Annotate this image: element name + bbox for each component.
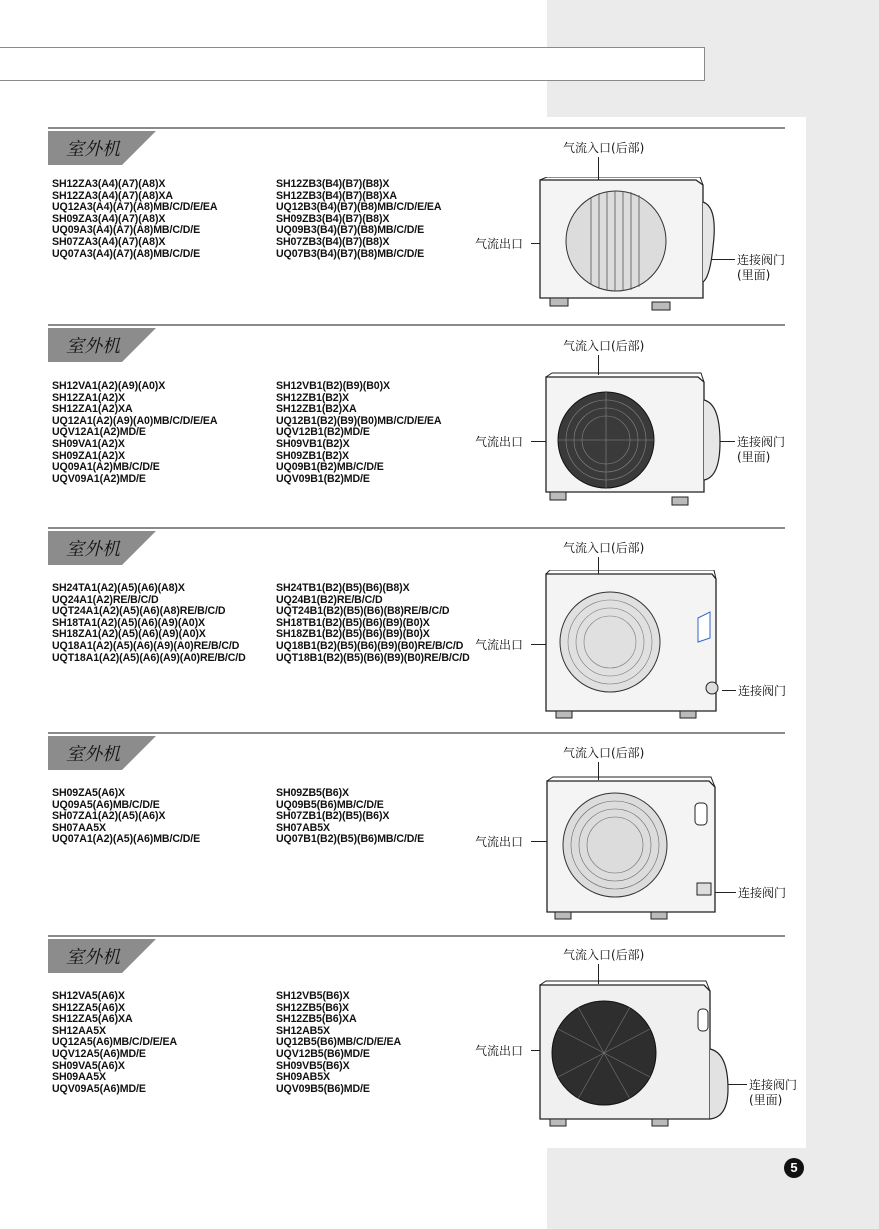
model-item: SH09ZB1(B2)X <box>276 449 349 462</box>
model-item: UQV12B1(B2)MD/E <box>276 426 370 439</box>
air-inlet-label: 气流入口(后部) <box>563 948 645 962</box>
model-item: SH12VB1(B2)(B9)(B0)X <box>276 380 390 392</box>
model-item: SH12VB5(B6)X <box>276 990 350 1002</box>
model-item: SH07ZB3(B4)(B7)(B8)X <box>276 235 390 248</box>
model-list-right <box>276 583 470 664</box>
section-divider <box>48 127 785 129</box>
model-item: SH12ZA3(A4)(A7)(A8)X <box>52 178 166 190</box>
model-item: SH12ZB1(B2)X <box>276 391 349 404</box>
model-item: UQ09A5(A6)MB/C/D/E <box>52 798 160 811</box>
model-item: UQ09B3(B4)(B7)(B8)MB/C/D/E <box>276 224 425 237</box>
model-item: UQ09B1(B2)MB/C/D/E <box>276 461 384 474</box>
model-item: SH12ZB1(B2)XA <box>276 403 357 416</box>
model-item: SH09AA5X <box>52 1071 106 1084</box>
model-item: SH07ZB1(B2)(B5)(B6)X <box>276 810 390 823</box>
model-item: UQ07A1(A2)(A5)(A6)MB/C/D/E <box>52 833 201 846</box>
model-item: SH12ZA1(A2)XA <box>52 403 133 416</box>
model-item: UQ07B1(B2)(B5)(B6)MB/C/D/E <box>276 833 425 846</box>
model-item: UQ09A3(A4)(A7)(A8)MB/C/D/E <box>52 224 201 237</box>
model-item: SH09VB1(B2)X <box>276 437 350 450</box>
model-item: SH12AA5X <box>52 1024 106 1037</box>
model-item: UQ18B1(B2)(B5)(B6)(B9)(B0)RE/B/C/D <box>276 639 464 652</box>
outdoor-unit-illustration <box>538 979 733 1129</box>
model-item: UQ12A5(A6)MB/C/D/E/EA <box>52 1036 178 1049</box>
model-item: SH12VA1(A2)(A9)(A0)X <box>52 380 166 392</box>
outdoor-unit-illustration <box>528 177 723 317</box>
model-list-right <box>276 788 424 846</box>
model-item: UQV09A5(A6)MD/E <box>52 1082 146 1095</box>
model-item: UQT24A1(A2)(A5)(A6)(A8)RE/B/C/D <box>52 605 226 618</box>
model-item: SH09AB5X <box>276 1071 330 1084</box>
model-list-right <box>276 179 441 260</box>
model-item: UQV09A1(A2)MD/E <box>52 472 146 485</box>
model-item: SH12VA5(A6)X <box>52 990 125 1002</box>
model-list-left <box>52 583 246 664</box>
model-item: SH12AB5X <box>276 1024 330 1037</box>
model-item: SH07AB5X <box>276 821 330 834</box>
model-item: SH07AA5X <box>52 821 106 834</box>
section-tag <box>48 734 158 770</box>
model-item: SH24TB1(B2)(B5)(B6)(B8)X <box>276 582 410 594</box>
section-tag <box>48 937 158 973</box>
model-list-left <box>52 991 177 1095</box>
valve-label: 连接阀门 <box>738 684 787 698</box>
model-item: UQ12A3(A4)(A7)(A8)MB/C/D/E/EA <box>52 201 218 214</box>
model-item: SH12ZB3(B4)(B7)(B8)XA <box>276 189 397 202</box>
section-tag-label: 室外机 <box>66 539 120 560</box>
page-margin-shade-bottom <box>547 1148 879 1229</box>
model-item: SH09ZB3(B4)(B7)(B8)X <box>276 212 390 225</box>
model-item: UQ12B1(B2)(B9)(B0)MB/C/D/E/EA <box>276 414 442 427</box>
model-item: SH07ZA3(A4)(A7)(A8)X <box>52 235 166 248</box>
model-item: SH12ZA1(A2)X <box>52 391 125 404</box>
section-divider <box>48 527 785 529</box>
valve-label: 连接阀门 <box>738 886 787 900</box>
model-list-left <box>52 179 217 260</box>
model-item: SH09ZA5(A6)X <box>52 787 125 799</box>
model-item: SH09VB5(B6)X <box>276 1059 350 1072</box>
section-tag <box>48 326 158 362</box>
air-inlet-label: 气流入口(后部) <box>563 746 645 760</box>
air-inlet-label: 气流入口(后部) <box>563 141 645 155</box>
valve-note-label: (里面) <box>737 450 771 464</box>
outdoor-unit-illustration <box>539 775 724 925</box>
model-item: UQV12A1(A2)MD/E <box>52 426 146 439</box>
model-item: SH12ZA5(A6)XA <box>52 1013 133 1026</box>
valve-label: 连接阀门 <box>737 435 786 449</box>
model-item: SH18TB1(B2)(B5)(B6)(B9)(B0)X <box>276 616 430 629</box>
model-item: UQV09B1(B2)MD/E <box>276 472 370 485</box>
model-item: UQV12A5(A6)MD/E <box>52 1047 146 1060</box>
model-item: SH12ZA5(A6)X <box>52 1001 125 1014</box>
valve-label: 连接阀门 <box>737 253 786 267</box>
model-item: UQT18B1(B2)(B5)(B6)(B9)(B0)RE/B/C/D <box>276 651 470 664</box>
air-outlet-label: 气流出口 <box>475 835 524 849</box>
model-list-left <box>52 788 200 846</box>
section-tag-label: 室外机 <box>66 744 120 765</box>
section-tag-label: 室外机 <box>66 139 120 160</box>
air-inlet-label: 气流入口(后部) <box>563 339 645 353</box>
model-list-right <box>276 381 441 485</box>
section-divider <box>48 732 785 734</box>
model-item: UQ24A1(A2)RE/B/C/D <box>52 593 159 606</box>
section-tag <box>48 529 158 565</box>
model-item: UQ09B5(B6)MB/C/D/E <box>276 798 384 811</box>
page-number: 5 <box>784 1158 804 1178</box>
section-tag <box>48 129 158 165</box>
model-item: SH12ZA3(A4)(A7)(A8)XA <box>52 189 173 202</box>
model-item: SH09VA1(A2)X <box>52 437 125 450</box>
model-item: UQ07B3(B4)(B7)(B8)MB/C/D/E <box>276 247 425 260</box>
outdoor-unit-illustration <box>540 570 725 720</box>
model-item: SH24TA1(A2)(A5)(A6)(A8)X <box>52 582 185 594</box>
model-item: SH18TA1(A2)(A5)(A6)(A9)(A0)X <box>52 616 205 629</box>
model-item: SH07ZA1(A2)(A5)(A6)X <box>52 810 166 823</box>
section-divider <box>48 935 785 937</box>
model-item: SH09ZA1(A2)X <box>52 449 125 462</box>
model-item: UQ24B1(B2)RE/B/C/D <box>276 593 383 606</box>
model-item: UQ12B5(B6)MB/C/D/E/EA <box>276 1036 402 1049</box>
model-item: SH09VA5(A6)X <box>52 1059 125 1072</box>
air-outlet-label: 气流出口 <box>475 435 524 449</box>
valve-label: 连接阀门 <box>749 1078 798 1092</box>
section-tag-label: 室外机 <box>66 947 120 968</box>
header-bar <box>0 47 705 81</box>
valve-note-label: (里面) <box>749 1093 783 1107</box>
model-item: UQV12B5(B6)MD/E <box>276 1047 370 1060</box>
model-list-left <box>52 381 217 485</box>
section-divider <box>48 324 785 326</box>
page-margin-shade-right <box>806 117 879 1229</box>
section-tag-label: 室外机 <box>66 336 120 357</box>
model-item: UQT18A1(A2)(A5)(A6)(A9)(A0)RE/B/C/D <box>52 651 246 664</box>
air-outlet-label: 气流出口 <box>475 1044 524 1058</box>
model-item: SH18ZA1(A2)(A5)(A6)(A9)(A0)X <box>52 628 206 641</box>
model-item: UQ09A1(A2)MB/C/D/E <box>52 461 160 474</box>
model-item: UQT24B1(B2)(B5)(B6)(B8)RE/B/C/D <box>276 605 450 618</box>
valve-note-label: (里面) <box>737 268 771 282</box>
model-list-right <box>276 991 401 1095</box>
model-item: SH12ZB3(B4)(B7)(B8)X <box>276 178 390 190</box>
air-outlet-label: 气流出口 <box>475 638 524 652</box>
model-item: SH09ZA3(A4)(A7)(A8)X <box>52 212 166 225</box>
air-inlet-label: 气流入口(后部) <box>563 541 645 555</box>
model-item: SH12ZB5(B6)XA <box>276 1013 357 1026</box>
model-item: SH09ZB5(B6)X <box>276 787 349 799</box>
model-item: UQ07A3(A4)(A7)(A8)MB/C/D/E <box>52 247 201 260</box>
outdoor-unit-illustration <box>538 372 723 517</box>
model-item: UQ12A1(A2)(A9)(A0)MB/C/D/E/EA <box>52 414 218 427</box>
model-item: UQ18A1(A2)(A5)(A6)(A9)(A0)RE/B/C/D <box>52 639 240 652</box>
model-item: SH12ZB5(B6)X <box>276 1001 349 1014</box>
air-outlet-label: 气流出口 <box>475 237 524 251</box>
model-item: SH18ZB1(B2)(B5)(B6)(B9)(B0)X <box>276 628 430 641</box>
model-item: UQV09B5(B6)MD/E <box>276 1082 370 1095</box>
model-item: UQ12B3(B4)(B7)(B8)MB/C/D/E/EA <box>276 201 442 214</box>
